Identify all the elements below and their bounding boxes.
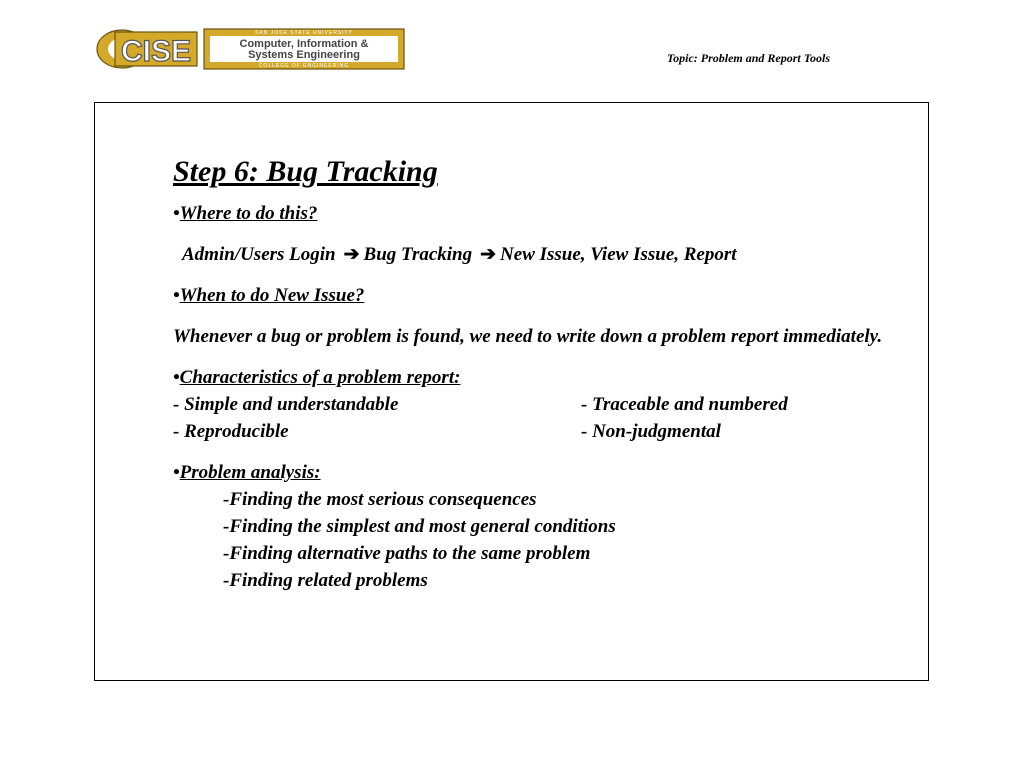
characteristic-item: - Non-judgmental (581, 421, 721, 442)
bullet-icon: • (173, 285, 180, 306)
when-text: Whenever a bug or problem is found, we need to write down a problem report immediately. (173, 326, 883, 347)
where-heading: Where to do this? (179, 203, 318, 224)
cise-logo-graphic (94, 27, 406, 71)
logo-college: COLLEGE OF ENGINEERING (258, 63, 350, 69)
topic-label: Topic: Problem and Report Tools (666, 51, 830, 65)
slide-title: Step 6: Bug Tracking (173, 155, 438, 188)
characteristic-item: - Reproducible (173, 421, 289, 442)
characteristic-item: - Simple and understandable (173, 394, 399, 415)
nav-step-bug-tracking: Bug Tracking (363, 244, 473, 265)
bullet-icon: • (173, 367, 180, 388)
characteristics-row (173, 418, 893, 445)
characteristics-row (173, 391, 893, 418)
bullet-icon: • (173, 462, 180, 483)
bullet-characteristics (173, 364, 893, 391)
bullet-when (173, 282, 893, 309)
analysis-item: -Finding the simplest and most general conditions (223, 516, 616, 537)
analysis-heading: Problem analysis: (179, 462, 321, 483)
nav-step-login: Admin/Users Login (182, 244, 336, 265)
characteristics-heading: Characteristics of a problem report: (179, 367, 461, 388)
analysis-item: -Finding alternative paths to the same problem (223, 543, 591, 564)
when-heading: When to do New Issue? (179, 285, 365, 306)
logo-department-line2: Systems Engineering (248, 49, 360, 61)
arrow-right-icon: ➔ (343, 244, 360, 265)
logo-acronym: CISE (120, 35, 192, 68)
cise-logo (94, 27, 406, 71)
characteristic-item: - Traceable and numbered (581, 394, 788, 415)
analysis-item: -Finding the most serious consequences (223, 489, 537, 510)
logo-department-line1: Computer, Information & (239, 38, 369, 50)
nav-step-issue-options: New Issue, View Issue, Report (500, 244, 737, 265)
bullet-icon: • (173, 203, 180, 224)
analysis-item: -Finding related problems (223, 570, 428, 591)
arrow-right-icon: ➔ (480, 244, 497, 265)
slide-content (173, 152, 893, 594)
bullet-analysis (173, 459, 893, 486)
logo-university: SAN JOSE STATE UNIVERSITY (255, 30, 353, 36)
bullet-where (173, 200, 893, 227)
navigation-path (182, 241, 893, 268)
